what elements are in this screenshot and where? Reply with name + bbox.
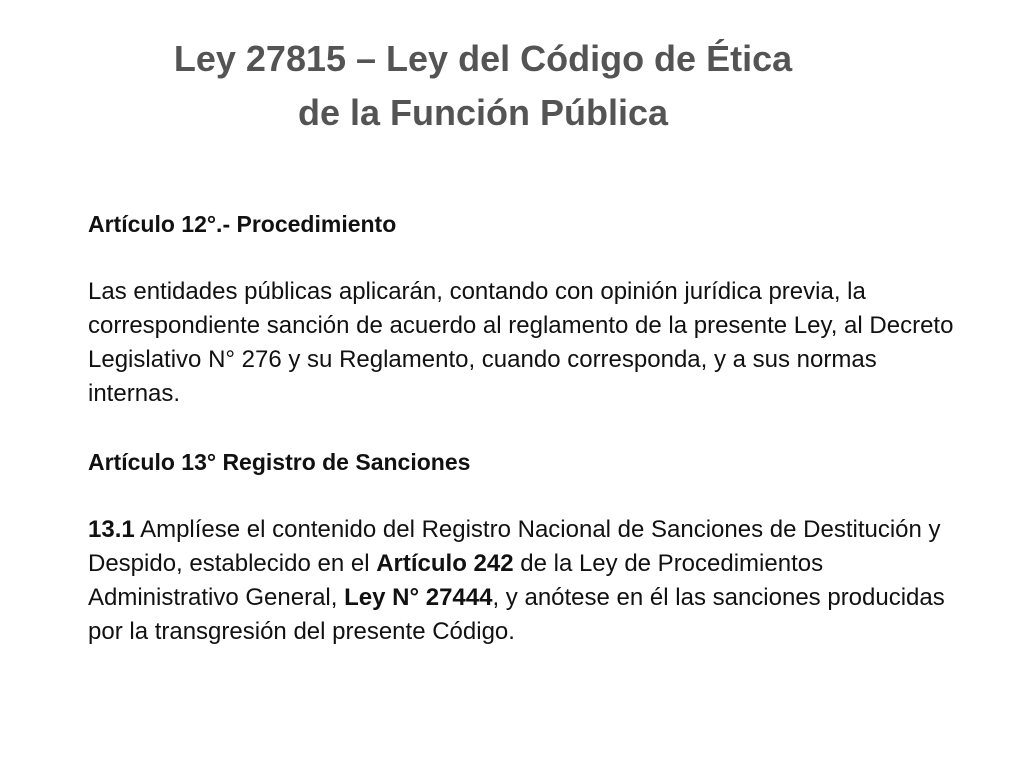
- article-reference: Artículo 242: [376, 550, 514, 577]
- item-number: 13.1: [88, 516, 135, 543]
- text-part-1: Amplíese el contenido del Registro Nacional de Sanciones de Destitución y Despido, establecido en el: [88, 516, 941, 577]
- law-reference: Ley N° 27444: [344, 584, 493, 611]
- spacer: [88, 479, 968, 513]
- text-part-3: , y anótese en él las sanciones producidas por la transgresión del presente Código.: [88, 584, 945, 645]
- title-line-1: Ley 27815 – Ley del Código de Ética: [173, 38, 793, 79]
- article-13-heading: Artículo 13° Registro de Sanciones: [88, 449, 471, 475]
- text-part-2: de la Ley de Procedimientos Administrativo General,: [88, 550, 824, 611]
- title-line-2: de la Función Pública: [297, 92, 669, 133]
- article-12-heading: Artículo 12°.- Procedimiento: [88, 211, 397, 237]
- article-12-text: Las entidades públicas aplicarán, contando con opinión jurídica previa, la correspondiente sanción de acuerdo al reglamento de la presente Ley, al Decreto Legislativo N° 276 y su Reglamento, cuando corresponda, y a sus normas internas.: [88, 278, 954, 407]
- spacer: [88, 411, 968, 445]
- slide-title: [0, 32, 966, 140]
- spacer: [88, 241, 968, 275]
- article-13-1-text: [88, 513, 968, 649]
- slide-body: [88, 207, 968, 649]
